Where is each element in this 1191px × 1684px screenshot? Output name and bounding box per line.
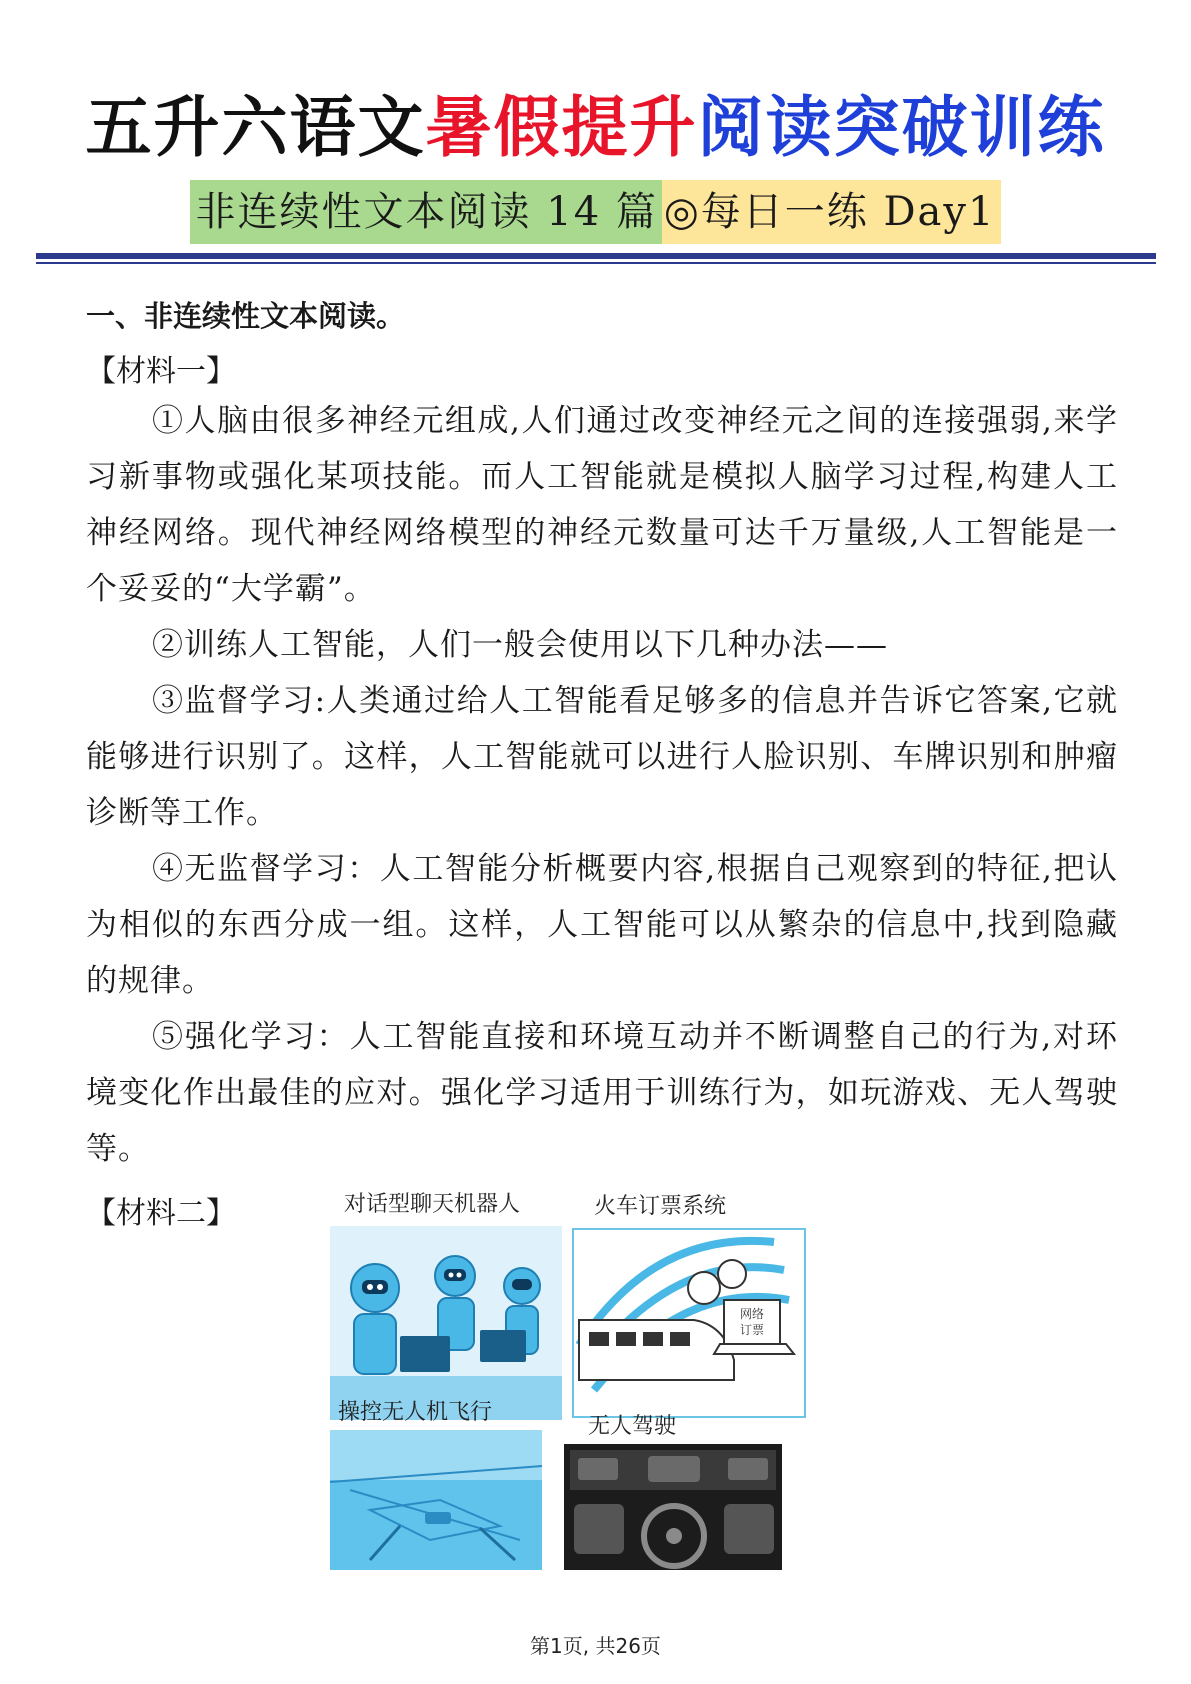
caption-autonomous-driving: 无人驾驶 xyxy=(588,1414,677,1439)
title-part-grade: 五升六语文 xyxy=(85,89,426,166)
drone-control-illustration xyxy=(330,1430,542,1570)
paragraph-2: ②训练人工智能，人们一般会使用以下几种办法—— xyxy=(152,627,888,663)
subtitle-right xyxy=(662,180,1002,244)
header-rule-thin xyxy=(36,262,1156,264)
train-booking-illustration xyxy=(574,1230,804,1416)
caption-train-booking: 火车订票系统 xyxy=(594,1194,727,1219)
paragraph-3: ③监督学习:人类通过给人工智能看足够多的信息并告诉它答案,它就能够进行识别了。这样，人工智能就可以进行人脸识别、车牌识别和肿瘤诊断等工作。 xyxy=(86,683,1118,831)
paragraph-1: ①人脑由很多神经元组成,人们通过改变神经元之间的连接强弱,来学习新事物或强化某项技能。而人工智能就是模拟人脑学习过程,构建人工神经网络。现代神经网络模型的神经元数量可达千万量级,人工智能是一个妥妥的“大学霸”。 xyxy=(86,403,1118,607)
paragraph-5: ⑤强化学习：人工智能直接和环境互动并不断调整自己的行为,对环境变化作出最佳的应对。强化学习适用于训练行为，如玩游戏、无人驾驶等。 xyxy=(86,1019,1118,1167)
subtitle-left-text: 非连续性文本阅读 14 篇 xyxy=(195,189,658,235)
title-part-summer: 暑假提升 xyxy=(425,89,698,166)
page-number: 第1页, 共26页 xyxy=(530,1634,661,1658)
autonomous-driving-illustration xyxy=(564,1444,782,1570)
caption-drone: 操控无人机飞行 xyxy=(338,1400,493,1425)
ai-applications-figure xyxy=(326,1186,806,1572)
caption-chatbot: 对话型聊天机器人 xyxy=(344,1192,521,1217)
laptop-screen-text-line1: 网络 xyxy=(739,1307,765,1321)
subtitle xyxy=(0,180,1191,244)
laptop-screen-text-line2: 订票 xyxy=(739,1323,765,1337)
paragraph-4: ④无监督学习：人工智能分析概要内容,根据自己观察到的特征,把认为相似的东西分成一组。这样，人工智能可以从繁杂的信息中,找到隐藏的规律。 xyxy=(86,851,1118,999)
subtitle-left xyxy=(190,180,662,244)
subtitle-separator: ◎ xyxy=(663,189,701,235)
title-part-reading: 阅读突破训练 xyxy=(697,89,1106,166)
page-title xyxy=(0,88,1191,168)
material-one-label: 【材料一】 xyxy=(86,354,236,389)
section-heading: 一、非连续性文本阅读。 xyxy=(86,299,406,333)
subtitle-right-text: 每日一练 Day1 xyxy=(700,189,996,235)
chatbot-robots-illustration xyxy=(330,1226,562,1420)
header-rule-thick xyxy=(36,253,1156,259)
material-two-label: 【材料二】 xyxy=(86,1196,236,1231)
